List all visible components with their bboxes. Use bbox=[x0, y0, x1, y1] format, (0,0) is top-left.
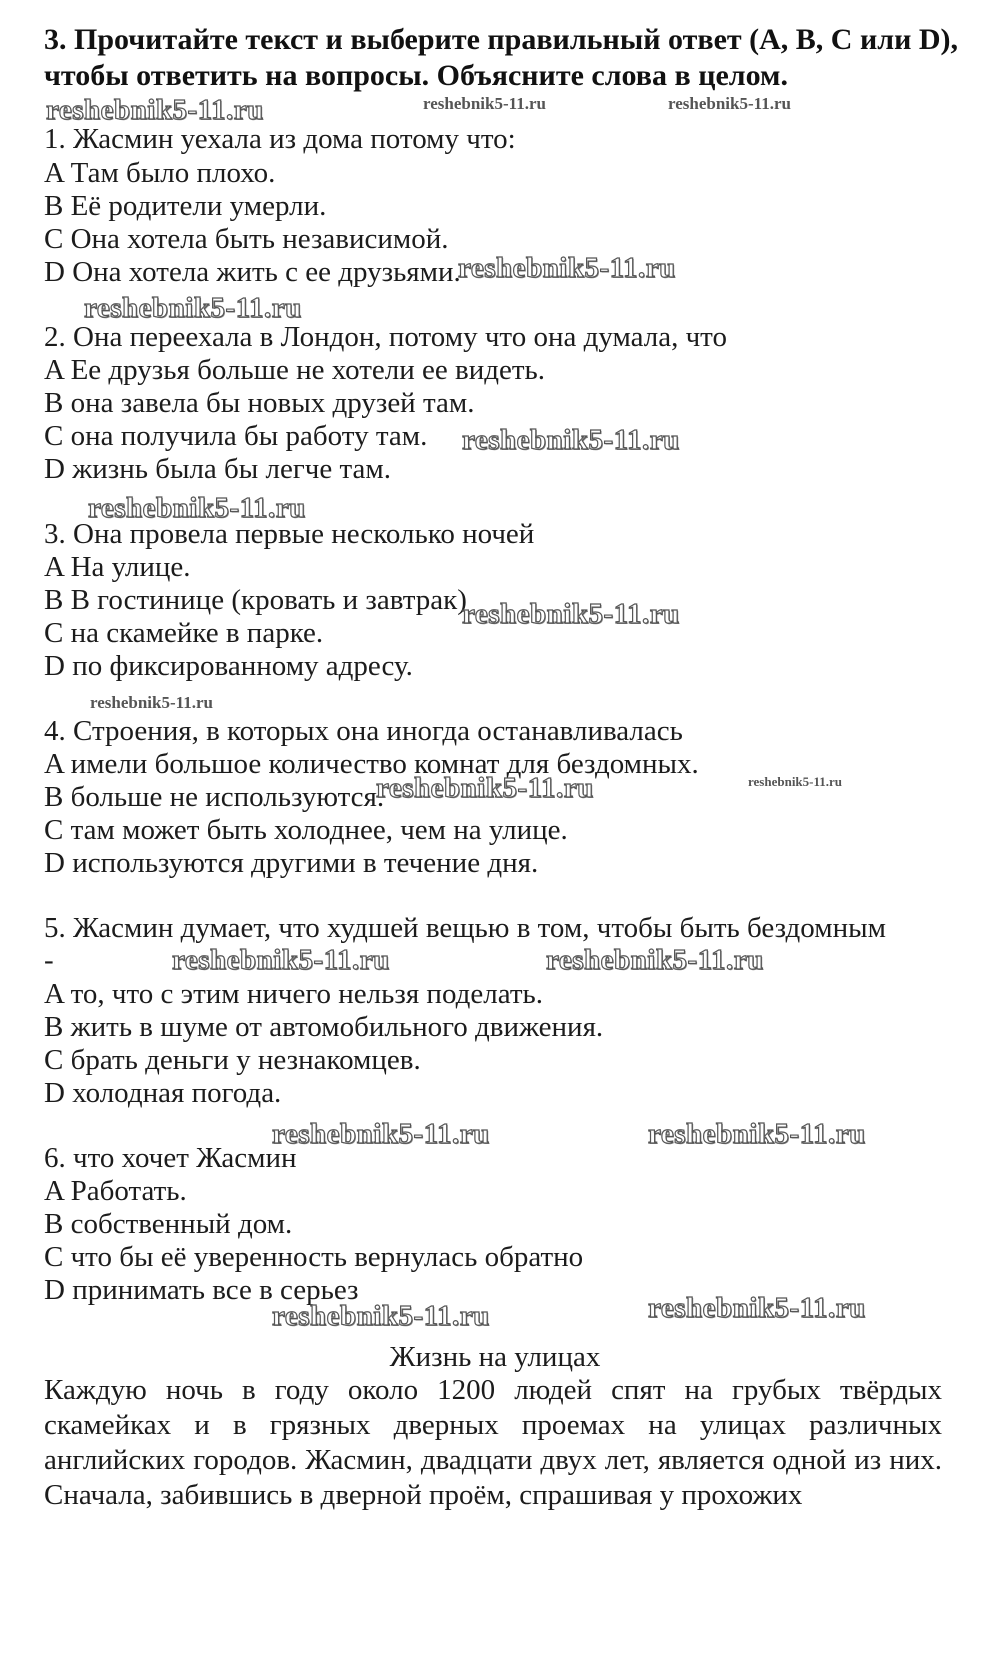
option-4d: D используются другими в течение дня. bbox=[44, 847, 539, 879]
option-6c: C что бы её уверенность вернулась обратно bbox=[44, 1241, 584, 1273]
option-3b: B В гостинице (кровать и завтрак) bbox=[44, 584, 467, 616]
option-2a: A Ее друзья больше не хотели ее видеть. bbox=[44, 354, 546, 386]
watermark: reshebnik5-11.ru bbox=[546, 944, 764, 976]
watermark: reshebnik5-11.ru bbox=[668, 94, 791, 113]
option-2d: D жизнь была бы легче там. bbox=[44, 453, 391, 485]
question-5: 5. Жасмин думает, что худшей вещью в том, чтобы быть бездомным bbox=[44, 912, 886, 944]
option-3a: A На улице. bbox=[44, 551, 191, 583]
watermark: reshebnik5-11.ru bbox=[423, 94, 546, 113]
watermark: reshebnik5-11.ru bbox=[272, 1300, 490, 1332]
option-6d: D принимать все в серьез bbox=[44, 1274, 359, 1306]
option-2c: C она получила бы работу там. bbox=[44, 420, 428, 452]
task-instruction: 3. Прочитайте текст и выберите правильный ответ (A, B, C или D), чтобы ответить на вопросы. Объясните слова в целом. bbox=[44, 23, 959, 92]
question-1: 1. Жасмин уехала из дома потому что: bbox=[44, 123, 516, 155]
option-4c: C там может быть холоднее, чем на улице. bbox=[44, 814, 568, 846]
option-2b: B она завела бы новых друзей там. bbox=[44, 387, 475, 419]
story-paragraph: Каждую ночь в году около 1200 людей спят на грубых твёрдых скамейках и в грязных дверных проемах на улицах различных английских городов. Жасмин, двадцати двух лет, является одной из них. Сначала, забившись в дверной проём, спрашивая у прохожих bbox=[44, 1374, 942, 1511]
option-1d: D Она хотела жить с ее друзьями. bbox=[44, 256, 461, 288]
option-4b: B больше не используются. bbox=[44, 781, 385, 813]
watermark: reshebnik5-11.ru bbox=[88, 492, 306, 524]
question-6: 6. что хочет Жасмин bbox=[44, 1142, 297, 1174]
watermark: reshebnik5-11.ru bbox=[748, 774, 843, 789]
option-3c: C на скамейке в парке. bbox=[44, 617, 324, 649]
watermark: reshebnik5-11.ru bbox=[90, 693, 213, 712]
option-5d: D холодная погода. bbox=[44, 1077, 282, 1109]
option-1b: B Её родители умерли. bbox=[44, 190, 327, 222]
watermark: reshebnik5-11.ru bbox=[462, 598, 680, 630]
watermark: reshebnik5-11.ru bbox=[46, 94, 264, 126]
watermark: reshebnik5-11.ru bbox=[462, 424, 680, 456]
option-3d: D по фиксированному адресу. bbox=[44, 650, 413, 682]
watermark: reshebnik5-11.ru bbox=[458, 252, 676, 284]
option-1c: C Она хотела быть независимой. bbox=[44, 223, 449, 255]
option-5b: B жить в шуме от автомобильного движения. bbox=[44, 1011, 604, 1043]
option-6b: B собственный дом. bbox=[44, 1208, 293, 1240]
option-5c: C брать деньги у незнакомцев. bbox=[44, 1044, 421, 1076]
question-2: 2. Она переехала в Лондон, потому что она думала, что bbox=[44, 321, 727, 353]
watermark: reshebnik5-11.ru bbox=[84, 292, 302, 324]
question-3: 3. Она провела первые несколько ночей bbox=[44, 518, 535, 550]
option-1a: A Там было плохо. bbox=[44, 157, 276, 189]
watermark: reshebnik5-11.ru bbox=[376, 772, 594, 804]
question-4: 4. Строения, в которых она иногда останавливалась bbox=[44, 715, 683, 747]
option-5a: A то, что с этим ничего нельзя поделать. bbox=[44, 978, 543, 1010]
watermark: reshebnik5-11.ru bbox=[648, 1118, 866, 1150]
option-6a: A Работать. bbox=[44, 1175, 187, 1207]
option-4a: A имели большое количество комнат для бездомных. bbox=[44, 748, 699, 780]
watermark: reshebnik5-11.ru bbox=[272, 1118, 490, 1150]
watermark: reshebnik5-11.ru bbox=[172, 944, 390, 976]
story-title: Жизнь на улицах bbox=[389, 1341, 601, 1373]
watermark: reshebnik5-11.ru bbox=[648, 1292, 866, 1324]
question-5-dash: - bbox=[44, 944, 54, 976]
